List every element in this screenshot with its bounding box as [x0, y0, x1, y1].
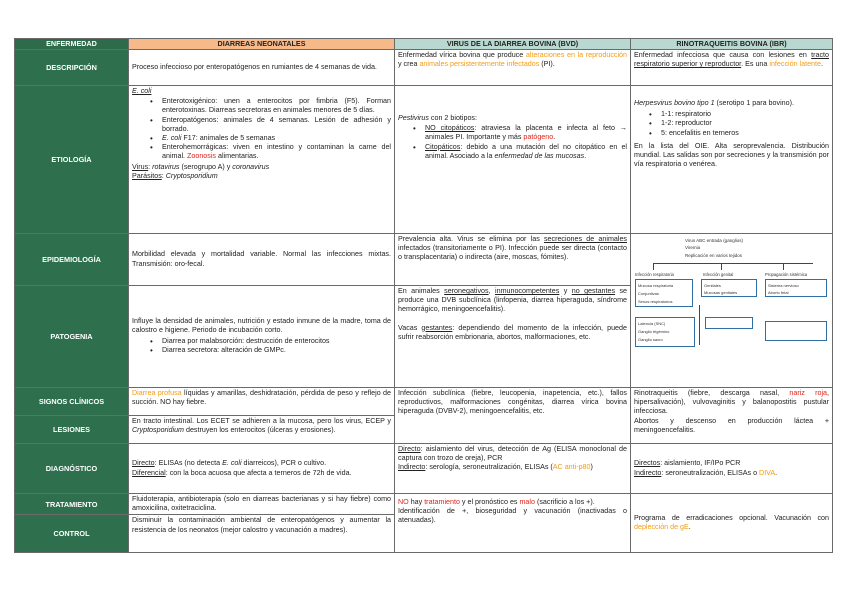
cell-text: Proceso infeccioso por enteropatógenos en rumiantes de 4 semanas de vida.	[129, 50, 395, 86]
cell-text: E. coli • Enterotoxigénico: unen a enterocitos por fimbria (F5). Forman enterotoxinas. Diarreas secretoras en animales menores de 5 días. • Enteropatógenos: animales de 4 semanas. Lesión de adhesión y borrado. • E. coli F17: animales de 5 semanas • Enterohemorrágicas: viven en intestino y contaminan la carne del animal. Zoonosis alimentarias. Virus: rotavirus (serogrupo A) y coronavirus Parásitos: Cryptosporidium	[129, 86, 395, 234]
cell-text: Enfermedad vírica bovina que produce alteraciones en la reproducción y crea animales persistentemente infectados (PI).	[395, 50, 631, 86]
row-label: TRATAMIENTO	[15, 494, 129, 515]
row-label: DIAGNÓSTICO	[15, 444, 129, 494]
row-signos-clinicos	[15, 388, 833, 416]
cell-text: Directo: ELISAs (no detecta E. coli diarreicos), PCR o cultivo. Diferencial: con la boca acuosa que afecta a terneros de 72h de vida.	[129, 444, 395, 494]
cell-text: Programa de erradicaciones opcional. Vacunación con deplección de gE.	[631, 494, 833, 553]
row-label: CONTROL	[15, 515, 129, 553]
cell-text: Pestivirus con 2 biotipos: • NO citopáticos: atraviesa la placenta e infecta al feto → animales PI. Importante y más patógeno. • Citopáticos: debido a una mutación del no citopático en el animal. Asociado a la enfermedad de las mucosas.	[395, 86, 631, 234]
cell-text: En tracto intestinal. Los ECET se adhieren a la mucosa, pero los virus, ECEP y Cryptosporidium destruyen los enterocitos (úlceras y erosiones).	[129, 416, 395, 444]
cell-text: Directos: aislamiento, IF/IPo PCR Indirecto: seroneutralización, ELISAs o DIVA.	[631, 444, 833, 494]
cell-text: Prevalencia alta. Virus se elimina por las secreciones de animales infectados (transitoriamente o PI). Infección puede ser directa (contacto o transplacentaria) o indirecta (aire, moscas, fómites).	[395, 234, 631, 286]
cell-text: En animales seronegativos, inmunocompetentes y no gestantes se produce una DVB subclínica (linfopenia, diarrea hiperaguda, síndrome hemorrágico, meningoencefalitis). Vacas gestantes: dependiendo del momento de la infección, puede sufrir reabsorción embrionaria, abortos, malformaciones, etc.	[395, 286, 631, 388]
disease-comparison-table	[14, 38, 833, 553]
row-label: DESCRIPCIÓN	[15, 50, 129, 86]
cell-text: Rinotraqueitis (fiebre, descarga nasal, nariz roja, hipersalivación), vulvovaginitis y balanopostitis pustular infecciosa. Abortos y descenso en producción láctea + meningoencefalitis.	[631, 388, 833, 444]
header-enfermedad: ENFERMEDAD	[15, 39, 129, 50]
cell-text: NO hay tratamiento y el pronóstico es malo (sacrificio a los +). Identificación de +, bioseguridad y vacunación (inactivadas o atenuadas).	[395, 494, 631, 553]
row-descripcion	[15, 50, 833, 86]
row-etiologia	[15, 86, 833, 234]
row-diagnostico	[15, 444, 833, 494]
cell-text: Infección subclínica (fiebre, leucopenia, inapetencia, etc.), fallos reproductivos, malformaciones congénitas, diarrea vírica bovina hiperaguda (DVBV-2), meningoencefalitis, etc.	[395, 388, 631, 444]
cell-text: Morbilidad elevada y mortalidad variable. Normal las infecciones mixtas. Transmisión: oro-fecal.	[129, 234, 395, 286]
row-epidemiologia	[15, 234, 833, 286]
row-tratamiento	[15, 494, 833, 515]
row-label: EPIDEMIOLOGÍA	[15, 234, 129, 286]
cell-text: Fluidoterapia, antibioterapia (solo en diarreas bacterianas y si hay fiebre) como amoxicilina, oxitetraciclina.	[129, 494, 395, 515]
row-label: SIGNOS CLÍNICOS	[15, 388, 129, 416]
cell-text: Disminuir la contaminación ambiental de enteropatógenos y aumentar la resistencia de los neonatos (mejor calostro y vacunación a madres).	[129, 515, 395, 553]
cell-text: Directo: aislamiento del virus, detección de Ag (ELISA monoclonal de captura con trozo de oreja), PCR Indirecto: serología, seroneutralización, ELISAs (AC anti-p80)	[395, 444, 631, 494]
header-ibr: RINOTRAQUEITIS BOVINA (IBR)	[631, 39, 833, 50]
ibr-pathogenesis-diagram: Virus ABC entrada (ganglios) Viremia Replicación en varios tejidos Infección respiratoria Infección genital Propagación sistémica Mucosa respiratoria Conjuntivas Senos respiratorios Genitales Mucosas genitales Sistema nervioso Aborto fetal Latencia (SNC) Ganglio trigémino Ganglio sacro	[631, 234, 833, 388]
row-label: LESIONES	[15, 416, 129, 444]
row-label: ETIOLOGÍA	[15, 86, 129, 234]
cell-text: Influye la densidad de animales, nutrición y estado inmune de la madre, toma de calostro e higiene. Periodo de incubación corto. • Diarrea por malabsorción: destrucción de enterocitos • Diarrea secretora: alteración de GMPc.	[129, 286, 395, 388]
row-label: PATOGENIA	[15, 286, 129, 388]
header-bvd: VIRUS DE LA DIARREA BOVINA (BVD)	[395, 39, 631, 50]
cell-text: Diarrea profusa líquidas y amarillas, deshidratación, pérdida de peso y reflejo de succión. NO hay fiebre.	[129, 388, 395, 416]
cell-text: Enfermedad infecciosa que causa con lesiones en tracto respiratorio superior y reproductor. Es una infección latente.	[631, 50, 833, 86]
header-diarreas-neonatales: DIARREAS NEONATALES	[129, 39, 395, 50]
cell-text: Herpesvirus bovino tipo 1 (serotipo 1 para bovino). • 1-1: respiratorio • 1-2: reproductor • 5: encefalitis en terneros En la lista del OIE. Alta seroprevalencia. Distribución mundial. Las salidas son por secreciones y la transmisión por vía respiratoria o venérea.	[631, 86, 833, 234]
